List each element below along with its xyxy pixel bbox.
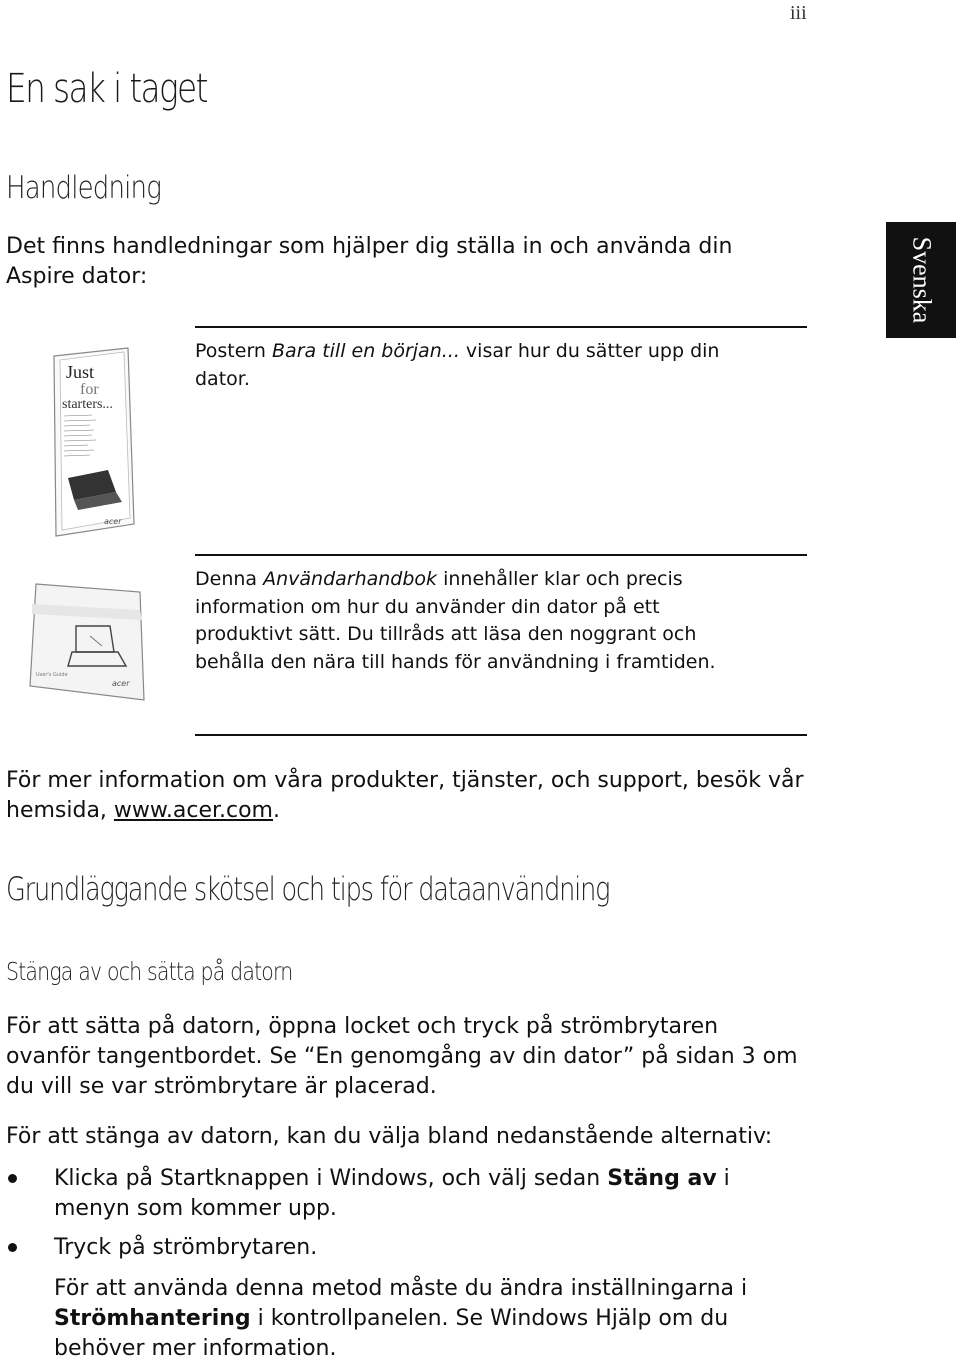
bullet-dot — [8, 1174, 17, 1183]
poster-title-2: for — [80, 381, 99, 398]
acer-website-link[interactable]: www.acer.com — [113, 798, 273, 823]
divider — [195, 734, 807, 736]
more-info-paragraph — [6, 766, 806, 826]
poster-desc-post: visar hur du sätter upp din dator. — [195, 340, 720, 390]
page-number: iii — [790, 2, 807, 24]
language-tab — [886, 222, 956, 338]
user-guide-desc-pre: Denna — [195, 568, 264, 590]
power-button-note — [54, 1274, 794, 1364]
note-pre: För att använda denna metod måste du ändra inställningarna i — [54, 1276, 748, 1301]
poster-name: Bara till en början... — [272, 340, 460, 362]
bullet-item-start-menu — [54, 1164, 784, 1224]
user-guide-label: User's Guide — [36, 672, 68, 678]
more-info-text: För mer information om våra produkter, tjänster, och support, besök vår hemsida, — [6, 768, 804, 823]
bullet-1-pre: Klicka på Startknappen i Windows, och välj sedan — [54, 1166, 608, 1191]
more-info-end: . — [273, 798, 280, 823]
poster-illustration — [52, 346, 136, 538]
page-title: En sak i taget — [6, 66, 207, 112]
user-guide-name: Användarhandbok — [263, 568, 438, 590]
language-tab-label: Svenska — [907, 236, 937, 324]
poster-title-1: Just — [66, 362, 95, 382]
poster-brand: acer — [104, 517, 122, 526]
user-guide-description — [195, 566, 755, 676]
note-bold: Strömhantering — [54, 1306, 251, 1331]
poster-title-3: starters... — [62, 397, 113, 412]
section-heading-care: Grundläggande skötsel och tips för dataanvändning — [6, 870, 610, 908]
poster-desc-pre: Postern — [195, 340, 273, 362]
divider — [195, 554, 807, 556]
power-off-paragraph: För att stänga av datorn, kan du välja bland nedanstående alternativ: — [6, 1124, 773, 1149]
subsection-heading-power: Stänga av och sätta på datorn — [6, 957, 293, 986]
user-guide-brand: acer — [112, 679, 130, 688]
section-heading-guides: Handledning — [6, 170, 161, 206]
power-on-paragraph: För att sätta på datorn, öppna locket och tryck på strömbrytaren ovanför tangentbordet. Se “En genomgång av din dator” på sidan 3 om du vill se var strömbrytare är placerad. — [6, 1014, 798, 1099]
note-post: i kontrollpanelen. Se Windows Hjälp om du behöver mer information. — [54, 1306, 729, 1361]
bullet-dot — [8, 1243, 17, 1252]
bullet-1-post: i menyn som kommer upp. — [54, 1166, 730, 1221]
bullet-1-bold: Stäng av — [607, 1166, 717, 1191]
bullet-item-power-button: Tryck på strömbrytaren. — [54, 1235, 318, 1260]
user-guide-illustration — [28, 580, 150, 704]
divider — [195, 326, 807, 328]
poster-description — [195, 338, 775, 393]
user-guide-desc-post: innehåller klar och precis information om hur du använder din dator på ett produktivt sätt. Du tillråds att läsa den noggrant och behålla den nära till hands för användning i framtiden. — [195, 568, 716, 673]
intro-paragraph: Det finns handledningar som hjälper dig ställa in och använda din Aspire dator: — [6, 234, 733, 289]
